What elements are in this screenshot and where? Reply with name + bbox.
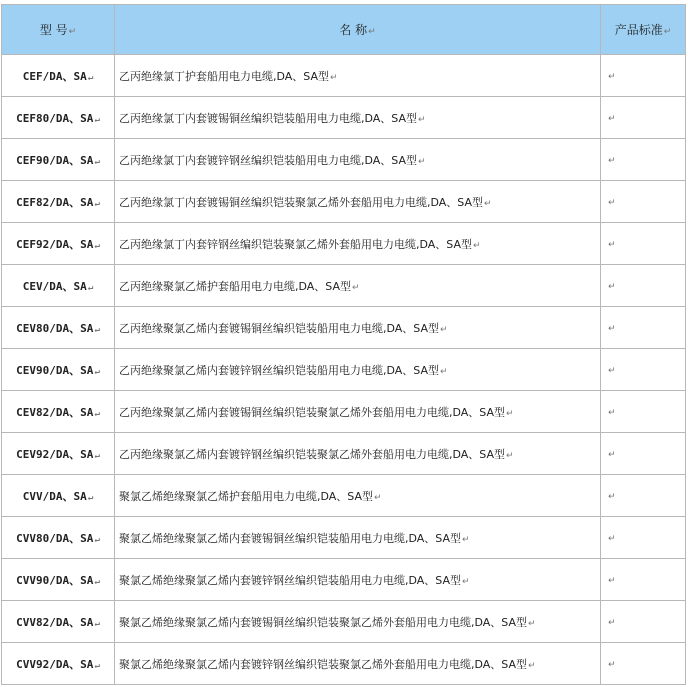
name-cell: [115, 139, 601, 181]
name-cell: [115, 265, 601, 307]
name-cell-text: 乙丙绝缘氯丁内套镀锌钢丝编织铠装船用电力电缆,DA、SA型: [119, 153, 418, 167]
table-row: [2, 475, 686, 517]
cable-spec-table: [1, 4, 686, 685]
standard-cell: [601, 265, 686, 307]
standard-cell: [601, 601, 686, 643]
table-header-row: [2, 5, 686, 55]
paragraph-mark-icon: ↵: [528, 660, 536, 671]
name-cell: [115, 55, 601, 97]
model-cell-text: CEF82/DA、SA: [16, 195, 94, 209]
table-row: [2, 307, 686, 349]
name-cell: [115, 349, 601, 391]
name-cell-text: 聚氯乙烯绝缘聚氯乙烯内套镀锡铜丝编织铠装船用电力电缆,DA、SA型: [119, 531, 462, 545]
paragraph-mark-icon: ↵: [352, 282, 360, 293]
model-cell-text: CEF90/DA、SA: [16, 153, 94, 167]
standard-cell: [601, 97, 686, 139]
name-cell-text: 聚氯乙烯绝缘聚氯乙烯内套镀锌钢丝编织铠装船用电力电缆,DA、SA型: [119, 573, 462, 587]
model-cell-text: CVV90/DA、SA: [16, 573, 94, 587]
model-cell-text: CEF/DA、SA: [22, 69, 87, 83]
table-row: [2, 181, 686, 223]
header-model-label: 型 号: [39, 23, 68, 37]
name-cell: [115, 307, 601, 349]
name-cell-text: 乙丙绝缘氯丁内套镀锡铜丝编织铠装船用电力电缆,DA、SA型: [119, 111, 418, 125]
paragraph-mark-icon: ↵: [608, 72, 616, 82]
model-cell: [2, 97, 115, 139]
standard-cell: [601, 139, 686, 181]
model-cell: [2, 349, 115, 391]
paragraph-mark-icon: ↵: [608, 156, 616, 166]
paragraph-mark-icon: ↵: [418, 156, 426, 167]
paragraph-mark-icon: ↵: [368, 27, 376, 37]
standard-cell: [601, 433, 686, 475]
model-cell-text: CEV90/DA、SA: [16, 363, 94, 377]
paragraph-mark-icon: ↵: [608, 450, 616, 460]
model-cell-text: CEV92/DA、SA: [16, 447, 94, 461]
model-cell: [2, 265, 115, 307]
paragraph-mark-icon: ↵: [506, 450, 514, 461]
paragraph-mark-icon: ↵: [94, 240, 100, 251]
name-cell: [115, 475, 601, 517]
table-row: [2, 55, 686, 97]
table-row: [2, 559, 686, 601]
paragraph-mark-icon: ↵: [94, 618, 100, 629]
standard-cell: [601, 517, 686, 559]
model-cell-text: CVV/DA、SA: [22, 489, 87, 503]
model-cell: [2, 139, 115, 181]
paragraph-mark-icon: ↵: [484, 198, 492, 209]
name-cell: [115, 391, 601, 433]
paragraph-mark-icon: ↵: [94, 198, 100, 209]
paragraph-mark-icon: ↵: [608, 492, 616, 502]
paragraph-mark-icon: ↵: [68, 27, 77, 37]
name-cell-text: 聚氯乙烯绝缘聚氯乙烯护套船用电力电缆,DA、SA型: [119, 489, 374, 503]
model-cell: [2, 643, 115, 685]
table-row: [2, 643, 686, 685]
model-cell: [2, 223, 115, 265]
name-cell-text: 乙丙绝缘氯丁内套镀锡铜丝编织铠装聚氯乙烯外套船用电力电缆,DA、SA型: [119, 195, 484, 209]
paragraph-mark-icon: ↵: [87, 72, 94, 83]
table-row: [2, 265, 686, 307]
name-cell: [115, 433, 601, 475]
model-cell-text: CEV/DA、SA: [22, 279, 87, 293]
model-cell: [2, 181, 115, 223]
name-cell: [115, 223, 601, 265]
model-cell: [2, 517, 115, 559]
name-cell: [115, 181, 601, 223]
standard-cell: [601, 55, 686, 97]
standard-cell: [601, 349, 686, 391]
paragraph-mark-icon: ↵: [94, 450, 100, 461]
table-row: [2, 433, 686, 475]
paragraph-mark-icon: ↵: [608, 534, 616, 544]
standard-cell: [601, 391, 686, 433]
standard-cell: [601, 181, 686, 223]
paragraph-mark-icon: ↵: [608, 198, 616, 208]
paragraph-mark-icon: ↵: [663, 27, 672, 37]
paragraph-mark-icon: ↵: [462, 534, 470, 545]
model-cell: [2, 601, 115, 643]
standard-cell: [601, 475, 686, 517]
model-cell-text: CEF92/DA、SA: [16, 237, 94, 251]
header-name-label: 名 称: [339, 23, 368, 37]
paragraph-mark-icon: ↵: [608, 366, 616, 376]
name-cell: [115, 559, 601, 601]
paragraph-mark-icon: ↵: [330, 72, 338, 83]
paragraph-mark-icon: ↵: [94, 156, 100, 167]
standard-cell: [601, 643, 686, 685]
paragraph-mark-icon: ↵: [608, 114, 616, 124]
paragraph-mark-icon: ↵: [440, 324, 448, 335]
header-model: [2, 5, 115, 55]
model-cell-text: CEF80/DA、SA: [16, 111, 94, 125]
paragraph-mark-icon: ↵: [608, 324, 616, 334]
model-cell: [2, 55, 115, 97]
name-cell-text: 乙丙绝缘氯丁护套船用电力电缆,DA、SA型: [119, 69, 330, 83]
paragraph-mark-icon: ↵: [608, 240, 616, 250]
table-row: [2, 97, 686, 139]
model-cell: [2, 391, 115, 433]
standard-cell: [601, 307, 686, 349]
model-cell: [2, 307, 115, 349]
model-cell-text: CVV80/DA、SA: [16, 531, 94, 545]
name-cell-text: 乙丙绝缘聚氯乙烯内套镀锡铜丝编织铠装聚氯乙烯外套船用电力电缆,DA、SA型: [119, 405, 506, 419]
name-cell-text: 乙丙绝缘氯丁内套锌钢丝编织铠装聚氯乙烯外套船用电力电缆,DA、SA型: [119, 237, 473, 251]
paragraph-mark-icon: ↵: [94, 660, 100, 671]
header-name: [115, 5, 601, 55]
paragraph-mark-icon: ↵: [528, 618, 536, 629]
paragraph-mark-icon: ↵: [473, 240, 481, 251]
name-cell-text: 聚氯乙烯绝缘聚氯乙烯内套镀锌钢丝编织铠装聚氯乙烯外套船用电力电缆,DA、SA型: [119, 657, 528, 671]
name-cell: [115, 601, 601, 643]
header-standard-label: 产品标准: [614, 23, 663, 37]
paragraph-mark-icon: ↵: [462, 576, 470, 587]
table-row: [2, 349, 686, 391]
model-cell-text: CEV80/DA、SA: [16, 321, 94, 335]
header-standard: [601, 5, 686, 55]
name-cell: [115, 643, 601, 685]
paragraph-mark-icon: ↵: [94, 408, 100, 419]
paragraph-mark-icon: ↵: [608, 282, 616, 292]
paragraph-mark-icon: ↵: [87, 282, 94, 293]
paragraph-mark-icon: ↵: [608, 660, 616, 670]
table-row: [2, 139, 686, 181]
name-cell: [115, 517, 601, 559]
table-row: [2, 517, 686, 559]
model-cell: [2, 559, 115, 601]
paragraph-mark-icon: ↵: [608, 408, 616, 418]
paragraph-mark-icon: ↵: [608, 576, 616, 586]
paragraph-mark-icon: ↵: [506, 408, 514, 419]
model-cell-text: CVV82/DA、SA: [16, 615, 94, 629]
table-row: [2, 223, 686, 265]
name-cell-text: 乙丙绝缘聚氯乙烯护套船用电力电缆,DA、SA型: [119, 279, 352, 293]
paragraph-mark-icon: ↵: [418, 114, 426, 125]
paragraph-mark-icon: ↵: [87, 492, 94, 503]
table-row: [2, 391, 686, 433]
table-row: [2, 601, 686, 643]
name-cell-text: 聚氯乙烯绝缘聚氯乙烯内套镀锡铜丝编织铠装聚氯乙烯外套船用电力电缆,DA、SA型: [119, 615, 528, 629]
model-cell-text: CVV92/DA、SA: [16, 657, 94, 671]
paragraph-mark-icon: ↵: [94, 114, 100, 125]
name-cell-text: 乙丙绝缘聚氯乙烯内套镀锌钢丝编织铠装聚氯乙烯外套船用电力电缆,DA、SA型: [119, 447, 506, 461]
paragraph-mark-icon: ↵: [440, 366, 448, 377]
paragraph-mark-icon: ↵: [94, 576, 100, 587]
model-cell: [2, 475, 115, 517]
paragraph-mark-icon: ↵: [608, 618, 616, 628]
name-cell-text: 乙丙绝缘聚氯乙烯内套镀锡铜丝编织铠装船用电力电缆,DA、SA型: [119, 321, 440, 335]
paragraph-mark-icon: ↵: [94, 366, 100, 377]
paragraph-mark-icon: ↵: [374, 492, 382, 503]
paragraph-mark-icon: ↵: [94, 534, 100, 545]
model-cell-text: CEV82/DA、SA: [16, 405, 94, 419]
standard-cell: [601, 559, 686, 601]
paragraph-mark-icon: ↵: [94, 324, 100, 335]
standard-cell: [601, 223, 686, 265]
name-cell: [115, 97, 601, 139]
model-cell: [2, 433, 115, 475]
name-cell-text: 乙丙绝缘聚氯乙烯内套镀锌钢丝编织铠装船用电力电缆,DA、SA型: [119, 363, 440, 377]
